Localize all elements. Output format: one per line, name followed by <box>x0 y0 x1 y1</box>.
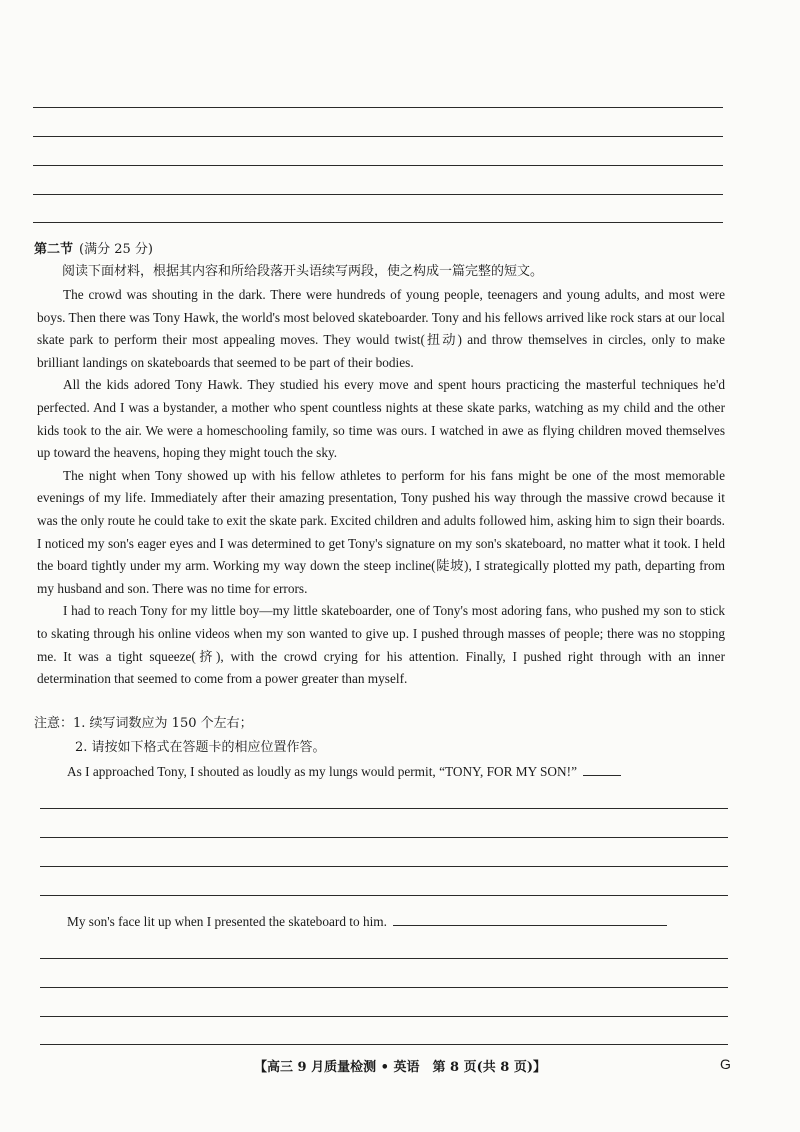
answer-blank[interactable] <box>583 775 621 776</box>
opener-text-2: My son's face lit up when I presented the skateboard to him. <box>67 914 387 929</box>
answer-line <box>33 107 723 108</box>
answer-line[interactable] <box>40 987 728 988</box>
opener-paragraph-1 <box>67 764 621 780</box>
section-score: (满分 25 分) <box>79 242 153 257</box>
answer-line[interactable] <box>40 958 728 959</box>
answer-line <box>33 136 723 137</box>
answer-line <box>33 194 723 195</box>
note-line-2: 2. 请按如下格式在答题卡的相应位置作答。 <box>75 740 326 755</box>
opener-paragraph-2 <box>67 914 667 930</box>
opener-text-1: As I approached Tony, I shouted as loudly as my lungs would permit, “TONY, FOR MY SON!” <box>67 764 577 779</box>
answer-line <box>33 165 723 166</box>
passage-paragraph: I had to reach Tony for my little boy—my little skateboarder, one of Tony's most adoring fans, who pushed my son to stick to skating through his online videos when my son wanted to give up. I pushed through masses of people; there was no stopping me. It was a tight squeeze(挤), with the crowd crying for his attention. Finally, I pushed right through with an inner determination that seemed to come from a power greater than myself. <box>37 603 725 687</box>
passage-paragraph: The crowd was shouting in the dark. There were hundreds of young people, teenagers and young adults, and most were boys. Then there was Tony Hawk, the world's most beloved skateboarder. Tony and his fellows arrived like rock stars at our local skate park to perform their most appealing moves. They would twist(扭动) and throw themselves in circles, only to make brilliant landings on skateboards that seemed to be part of their bodies. <box>37 287 725 370</box>
answer-line[interactable] <box>40 1016 728 1017</box>
passage-paragraph: All the kids adored Tony Hawk. They studied his every move and spent hours practicing the masterful techniques he'd perfected. And I was a bystander, a mother who spent countless nights at these skate parks, watching as my child and the other kids took to the air. We were a homeschooling family, so time was ours. I watched in awe as flying children moved themselves up toward the heavens, hoping they might touch the sky. <box>37 377 725 461</box>
paper-version-mark: G <box>720 1056 731 1072</box>
answer-line[interactable] <box>40 808 728 809</box>
section-heading <box>34 238 153 257</box>
answer-line[interactable] <box>40 866 728 867</box>
answer-line[interactable] <box>40 1044 728 1045</box>
answer-line <box>33 222 723 223</box>
notes <box>34 712 326 760</box>
answer-line[interactable] <box>40 837 728 838</box>
note-line-1: 注意：1. 续写词数应为 150 个左右； <box>34 716 253 731</box>
reading-passage <box>37 284 725 691</box>
answer-line[interactable] <box>40 895 728 896</box>
section-title: 第二节 <box>34 242 74 257</box>
answer-blank[interactable] <box>393 925 667 926</box>
section-instruction: 阅读下面材料，根据其内容和所给段落开头语续写两段，使之构成一篇完整的短文。 <box>62 264 544 279</box>
page-footer: 【高三 9 月质量检测 • 英语 第 8 页(共 8 页)】 <box>254 1060 546 1075</box>
passage-paragraph: The night when Tony showed up with his fellow athletes to perform for his fans might be one of the most memorable evenings of my life. Immediately after their amazing presentation, Tony pushed his way through the massive crowd because it was the only route he could take to exit the skate park. Excited children and adults followed him, asking him to sign their boards. I noticed my son's eager eyes and I was determined to get Tony's signature on my son's skateboard, no matter what it took. I held the board tightly under my arm. Working my way down the steep incline(陡坡), I strategically plotted my path, departing from my husband and son. There was no time for errors. <box>37 467 725 596</box>
